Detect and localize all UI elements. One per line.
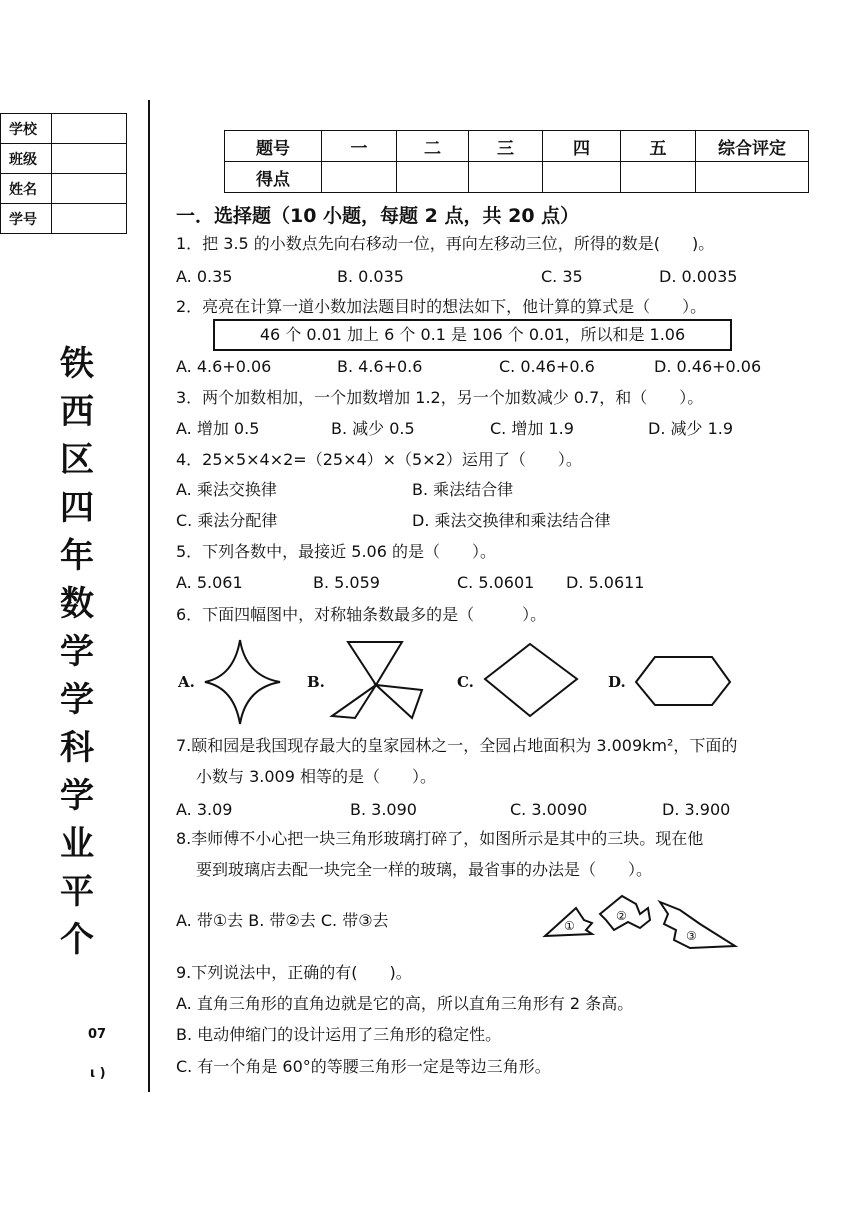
info-field-id[interactable] [52, 204, 127, 234]
option-b: B. 4.6+0.6 [337, 357, 423, 376]
option-b: B. 乘法结合律 [412, 480, 514, 499]
option-d: D. 减少 1.9 [648, 419, 734, 438]
option-a: A. 直角三角形的直角边就是它的高，所以直角三角形有 2 条高。 [176, 994, 634, 1013]
side-title-char: 四 [60, 488, 94, 528]
side-title-char: 铁 [60, 344, 94, 384]
four-point-star-figure [205, 640, 280, 724]
question-stem: 7.颐和园是我国现存最大的皇家园林之一，全园占地面积为 3.009km²，下面的 [176, 736, 738, 755]
score-header-cell: 一 [322, 131, 397, 162]
score-cell[interactable] [543, 162, 621, 193]
option-b: B. 减少 0.5 [331, 419, 415, 438]
side-title-char: 学 [60, 776, 94, 816]
info-label-id: 学号 [1, 204, 52, 234]
info-label-school: 学校 [1, 114, 52, 144]
score-header-cell: 三 [469, 131, 543, 162]
info-field-name[interactable] [52, 174, 127, 204]
symmetry-figures [200, 630, 760, 730]
piece-label-1: ① [564, 919, 575, 933]
options-line: A. 带①去 B. 带②去 C. 带③去 [176, 911, 389, 930]
score-header-cell: 四 [543, 131, 621, 162]
option-d: D. 乘法交换律和乘法结合律 [412, 511, 611, 530]
score-table [224, 130, 809, 193]
option-b: B. 0.035 [337, 267, 404, 286]
side-title-char: 学 [60, 680, 94, 720]
option-c: C. 5.0601 [457, 573, 535, 592]
question-stem-continued: 小数与 3.009 相等的是（ ）。 [196, 767, 436, 786]
side-title-char: 学 [60, 632, 94, 672]
side-title-char: 业 [60, 824, 94, 864]
side-title-char: 个 [60, 920, 94, 960]
side-title-char: 平 [60, 872, 94, 912]
score-header-cell: 题号 [225, 131, 322, 162]
side-note-code: 07 [88, 1027, 107, 1042]
figure-label-d: D. [608, 673, 626, 691]
score-cell[interactable] [397, 162, 469, 193]
binding-line [148, 100, 150, 1092]
option-b: B. 3.090 [350, 800, 417, 819]
option-a: A. 5.061 [176, 573, 243, 592]
score-header-cell: 二 [397, 131, 469, 162]
side-title-char: 年 [60, 536, 94, 576]
three-blade-figure [332, 642, 422, 718]
question-stem: 5．下列各数中，最接近 5.06 的是（ ）。 [176, 542, 496, 561]
option-a: A. 增加 0.5 [176, 419, 260, 438]
info-field-school[interactable] [52, 114, 127, 144]
hexagon-figure [636, 657, 730, 705]
score-cell[interactable] [621, 162, 696, 193]
piece-label-3: ③ [686, 929, 697, 943]
option-c: C. 0.46+0.6 [499, 357, 595, 376]
option-d: D. 5.0611 [566, 573, 645, 592]
option-c: C. 增加 1.9 [490, 419, 574, 438]
side-title-char: 数 [60, 584, 94, 624]
info-label-name: 姓名 [1, 174, 52, 204]
figure-label-b: B. [307, 673, 325, 691]
figure-label-a: A. [178, 673, 195, 691]
option-c: C. 乘法分配律 [176, 511, 278, 530]
score-cell[interactable] [322, 162, 397, 193]
info-label-class: 班级 [1, 144, 52, 174]
info-field-class[interactable] [52, 144, 127, 174]
question-stem: 2．亮亮在计算一道小数加法题目时的想法如下，他计算的算式是（ ）。 [176, 297, 707, 316]
option-d: D. 3.900 [662, 800, 731, 819]
option-b: B. 5.059 [313, 573, 380, 592]
question-stem: 4．25×5×4×2=（25×4）×（5×2）运用了（ ）。 [176, 450, 582, 469]
question-stem: 3．两个加数相加，一个加数增加 1.2，另一个加数减少 0.7，和（ ）。 [176, 388, 704, 407]
option-c: C. 3.0090 [510, 800, 588, 819]
score-header-cell: 综合评定 [696, 131, 809, 162]
piece-label-2: ② [616, 909, 627, 923]
score-cell[interactable] [696, 162, 809, 193]
score-cell[interactable] [469, 162, 543, 193]
glass-pieces-figure [540, 890, 745, 960]
side-title-char: 区 [60, 440, 94, 480]
option-a: A. 乘法交换律 [176, 480, 277, 499]
score-row-label: 得点 [225, 162, 322, 193]
option-c: C. 有一个角是 60°的等腰三角形一定是等边三角形。 [176, 1057, 551, 1076]
figure-label-c: C. [457, 673, 474, 691]
side-title-char: 西 [60, 392, 94, 432]
option-c: C. 35 [541, 267, 583, 286]
score-header-cell: 五 [621, 131, 696, 162]
question-stem: 1．把 3.5 的小数点先向右移动一位，再向左移动三位，所得的数是( )。 [176, 234, 715, 253]
student-info-box [0, 113, 127, 234]
question-stem: 6．下面四幅图中，对称轴条数最多的是（ ）。 [176, 605, 547, 624]
glass-piece-3 [660, 902, 735, 948]
section-title: 一．选择题（10 小题，每题 2 点，共 20 点） [176, 205, 580, 227]
side-title-char: 科 [60, 728, 94, 768]
side-title [52, 340, 102, 964]
side-note-mark: ι ) [90, 1066, 106, 1081]
rhombus-figure [485, 644, 577, 716]
question-stem: 8.李师傅不小心把一块三角形玻璃打碎了，如图所示是其中的三块。现在他 [176, 829, 704, 848]
option-a: A. 3.09 [176, 800, 233, 819]
option-a: A. 4.6+0.06 [176, 357, 272, 376]
reasoning-box: 46 个 0.01 加上 6 个 0.1 是 106 个 0.01，所以和是 1.06 [213, 319, 732, 351]
option-a: A. 0.35 [176, 267, 233, 286]
question-stem-continued: 要到玻璃店去配一块完全一样的玻璃，最省事的办法是（ ）。 [196, 860, 653, 879]
question-stem: 9.下列说法中，正确的有( )。 [176, 963, 412, 982]
option-b: B. 电动伸缩门的设计运用了三角形的稳定性。 [176, 1025, 502, 1044]
option-d: D. 0.46+0.06 [654, 357, 762, 376]
option-d: D. 0.0035 [659, 267, 738, 286]
